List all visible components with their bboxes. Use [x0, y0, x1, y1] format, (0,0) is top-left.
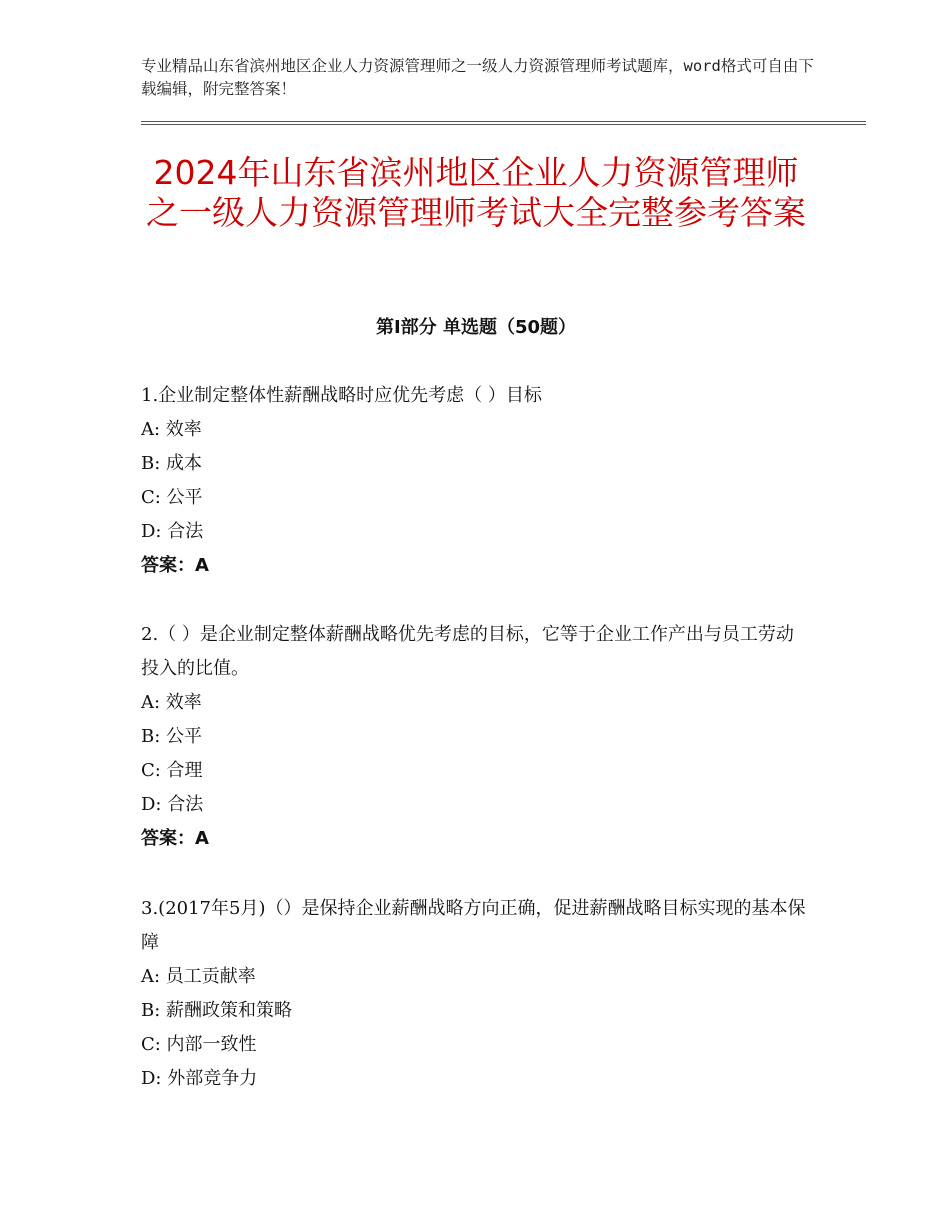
answer: 答案：A	[141, 555, 209, 576]
option-d: D: 合法	[141, 521, 204, 542]
question-text: 1.企业制定整体性薪酬战略时应优先考虑（ ）目标	[141, 385, 542, 406]
answer: 答案：A	[141, 828, 209, 849]
option-a: A: 效率	[141, 419, 202, 440]
header-note: 专业精品山东省滨州地区企业人力资源管理师之一级人力资源管理师考试题库，word格式可自由下载编辑，附完整答案！	[141, 57, 814, 98]
option-b: B: 公平	[141, 726, 203, 747]
option-c: C: 公平	[141, 487, 203, 508]
header-rule-top	[141, 121, 866, 122]
option-a: A: 员工贡献率	[141, 966, 256, 987]
question-text: 2.（ ）是企业制定整体薪酬战略优先考虑的目标，它等于企业工作产出与员工劳动投入的比值。	[141, 624, 794, 679]
question-3	[141, 892, 821, 1096]
document-title: 2024年山东省滨州地区企业人力资源管理师之一级人力资源管理师考试大全完整参考答案	[146, 153, 806, 232]
option-b: B: 成本	[141, 453, 203, 474]
question-2	[141, 618, 821, 856]
option-d: D: 合法	[141, 794, 204, 815]
section-title: 第Ⅰ部分 单选题（50题）	[375, 317, 576, 338]
option-c: C: 合理	[141, 760, 203, 781]
question-1	[141, 379, 821, 583]
option-c: C: 内部一致性	[141, 1034, 257, 1055]
option-b: B: 薪酬政策和策略	[141, 1000, 293, 1021]
question-text: 3.(2017年5月)（）是保持企业薪酬战略方向正确，促进薪酬战略目标实现的基本保障	[141, 898, 806, 953]
header-rule-bottom	[141, 124, 866, 125]
option-d: D: 外部竞争力	[141, 1068, 258, 1089]
option-a: A: 效率	[141, 692, 202, 713]
